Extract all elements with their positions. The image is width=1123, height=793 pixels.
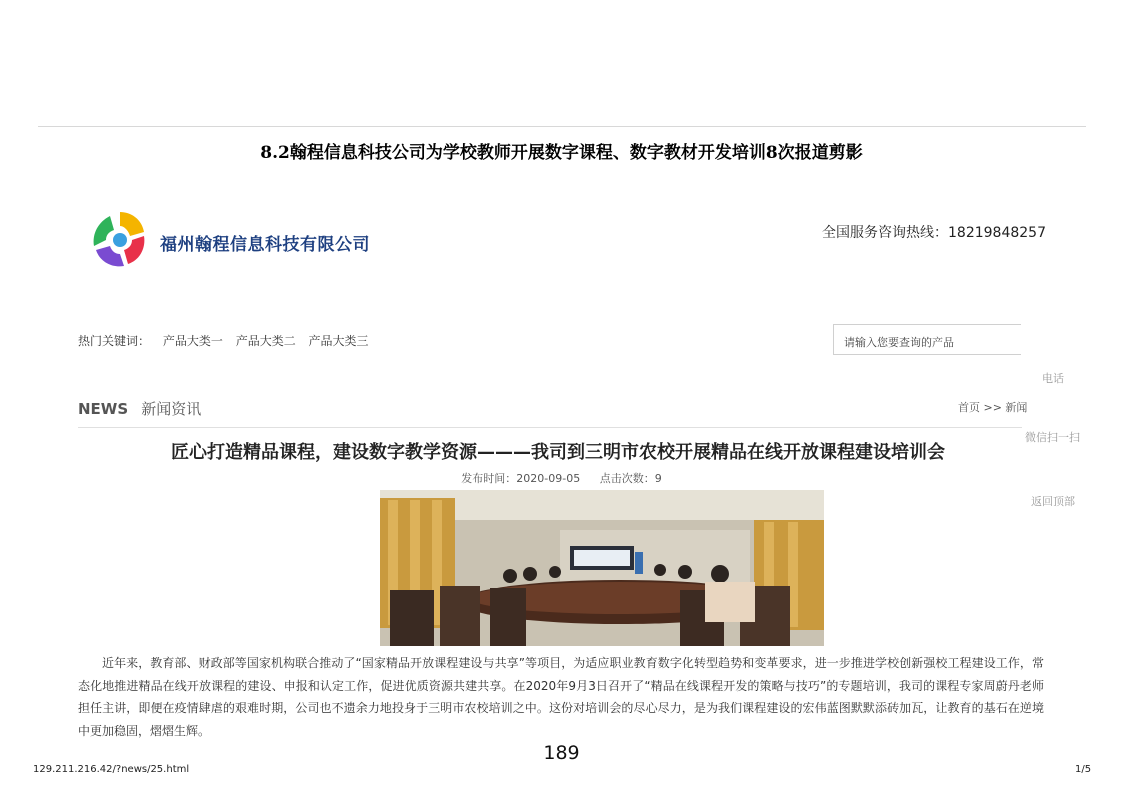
company-logo[interactable] <box>82 200 372 280</box>
article-title: 匠心打造精品课程，建设数字教学资源———我司到三明市农校开展精品在线开放课程建设培训会 <box>171 442 945 463</box>
logo-text: 福州翰程信息科技有限公司 <box>160 235 370 255</box>
news-divider <box>78 427 1022 428</box>
article-photo <box>380 490 824 646</box>
side-wechat-link[interactable]: 微信扫一扫 <box>1025 431 1080 444</box>
hot-keyword-link[interactable]: 产品大类一 <box>162 334 223 348</box>
article-meta <box>0 470 1123 486</box>
back-to-top-link[interactable]: 返回顶部 <box>1031 495 1075 508</box>
top-divider <box>38 126 1086 127</box>
search-input[interactable]: 请输入您要查询的产品 <box>833 324 1021 355</box>
news-section-heading <box>78 398 201 419</box>
side-phone-link[interactable]: 电话 <box>1042 372 1064 385</box>
view-count: 点击次数：9 <box>599 472 662 485</box>
news-label-cn: 新闻资讯 <box>141 400 202 418</box>
hot-keyword-link[interactable]: 产品大类二 <box>235 334 296 348</box>
page-number: 189 <box>543 742 580 764</box>
breadcrumb[interactable]: 首页 >> 新闻 <box>958 401 1028 414</box>
hot-keywords <box>78 332 378 349</box>
service-hotline: 全国服务咨询热线：18219848257 <box>822 225 1046 241</box>
logo-mark-icon <box>86 206 154 274</box>
hot-keyword-link[interactable]: 产品大类三 <box>308 334 369 348</box>
publish-time: 发布时间：2020-09-05 <box>461 472 581 485</box>
footer-page-count: 1/5 <box>1075 764 1092 775</box>
training-room-photo-icon <box>380 490 824 646</box>
document-title: 8.2翰程信息科技公司为学校教师开展数字课程、数字教材开发培训8次报道剪影 <box>260 143 863 163</box>
news-label-en: NEWS <box>78 400 129 418</box>
footer-url: 129.211.216.42/?news/25.html <box>33 764 190 775</box>
hot-keywords-label: 热门关键词： <box>78 334 151 348</box>
article-paragraph: 近年来，教育部、财政部等国家机构联合推动了“国家精品开放课程建设与共享”等项目，为适应职业教育数字化转型趋势和变革要求，进一步推进学校创新强校工程建设工作，常态化地推进精品在线开放课程的建设、申报和认定工作，促进优质资源共建共享。在2020年9月3日召开了“精品在线课程开发的策略与技巧”的专题培训，我司的课程专家周蔚丹老师担任主讲，即便在疫情肆虐的艰难时期，公司也不遗余力地投身于三明市农校培训之中。这份对培训会的尽心尽力，是为我们课程建设的宏伟蓝图默默添砖加瓦，让教育的基石在逆境中更加稳固，熠熠生辉。 <box>78 656 1044 738</box>
